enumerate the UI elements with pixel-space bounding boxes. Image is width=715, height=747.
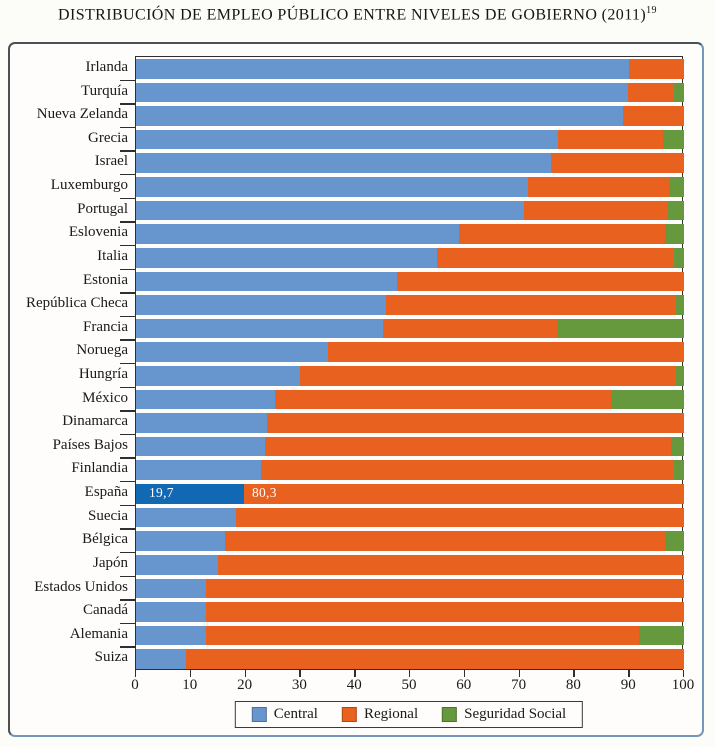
bar-segment-central	[136, 413, 267, 433]
bar-segment-central	[136, 153, 551, 173]
bar-row	[136, 579, 684, 599]
bar-segment-seguridad-social	[611, 390, 684, 410]
bar-segment-central	[136, 130, 558, 150]
bar-segment-regional	[623, 106, 684, 126]
legend-item-seguridad-social	[442, 706, 566, 723]
y-boundary-tick	[120, 434, 135, 435]
y-axis-label-pa-ses-bajos: Países Bajos	[52, 436, 128, 453]
legend-swatch-central	[252, 707, 267, 722]
y-boundary-tick	[120, 269, 135, 270]
bar-row	[136, 413, 684, 433]
bar-segment-regional	[236, 508, 684, 528]
y-axis-label-jap-n: Japón	[93, 554, 128, 571]
y-axis-label-estados-unidos: Estados Unidos	[34, 578, 128, 595]
x-tick-label: 60	[456, 677, 472, 693]
x-tick	[628, 670, 629, 677]
y-axis-label-estonia: Estonia	[83, 271, 128, 288]
bar-segment-central	[136, 460, 261, 480]
x-tick	[464, 670, 465, 677]
x-tick-label: 90	[620, 677, 636, 693]
x-tick-label: 20	[237, 677, 253, 693]
bar-row	[136, 224, 684, 244]
bar-segment-regional	[528, 177, 670, 197]
x-tick	[519, 670, 520, 677]
x-tick-label: 30	[291, 677, 307, 693]
y-boundary-tick	[120, 646, 135, 647]
legend	[235, 701, 583, 728]
y-boundary-tick	[120, 552, 135, 553]
bar-row	[136, 177, 684, 197]
legend-label-seguridad-social: Seguridad Social	[464, 706, 567, 722]
bar-segment-central	[136, 272, 397, 292]
bar-segment-seguridad-social	[639, 626, 684, 646]
bar-row	[136, 555, 684, 575]
chart-title	[0, 5, 715, 24]
bar-segment-regional	[206, 626, 638, 646]
legend-item-central	[252, 706, 318, 723]
bar-segment-central	[136, 342, 328, 362]
bar-segment-seguridad-social	[676, 366, 684, 386]
bar-segment-seguridad-social	[674, 248, 684, 268]
bar-segment-central	[136, 177, 528, 197]
bar-row	[136, 460, 684, 480]
y-boundary-tick	[120, 198, 135, 199]
data-label-regional: 80,3	[251, 485, 277, 501]
bar-row	[136, 248, 684, 268]
bar-segment-regional	[218, 555, 684, 575]
y-axis-label-israel: Israel	[94, 153, 128, 170]
y-boundary-tick	[120, 623, 135, 624]
bar-segment-seguridad-social	[670, 177, 684, 197]
x-tick	[135, 670, 136, 677]
y-axis-label-portugal: Portugal	[77, 200, 128, 217]
x-tick	[683, 670, 684, 677]
bar-row	[136, 484, 684, 504]
bar-segment-central	[136, 531, 225, 551]
bar-segment-central	[136, 295, 386, 315]
bar-segment-seguridad-social	[557, 319, 684, 339]
bar-row	[136, 106, 684, 126]
y-axis-label-m-xico: México	[82, 389, 128, 406]
y-boundary-tick	[120, 80, 135, 81]
y-boundary-tick	[120, 103, 135, 104]
bar-segment-seguridad-social	[668, 201, 684, 221]
plot-area	[135, 56, 683, 670]
y-boundary-tick	[120, 387, 135, 388]
bar-segment-central	[136, 248, 437, 268]
bar-segment-regional	[225, 531, 666, 551]
y-boundary-tick	[120, 245, 135, 246]
legend-swatch-seguridad-social	[442, 707, 457, 722]
y-boundary-tick	[120, 174, 135, 175]
bar-segment-central	[136, 508, 236, 528]
bar-segment-regional	[275, 390, 610, 410]
bar-row	[136, 342, 684, 362]
bar-segment-regional	[300, 366, 675, 386]
y-boundary-tick	[120, 599, 135, 600]
bar-segment-central	[136, 437, 265, 457]
x-tick	[190, 670, 191, 677]
y-boundary-tick	[120, 221, 135, 222]
bar-segment-central	[136, 319, 383, 339]
bar-segment-regional	[261, 460, 674, 480]
y-axis-label-irlanda: Irlanda	[85, 59, 128, 75]
y-axis-label-noruega: Noruega	[76, 342, 128, 359]
bar-segment-seguridad-social	[665, 224, 684, 244]
y-axis-label-nueva-zelanda: Nueva Zelanda	[36, 106, 128, 123]
bar-row	[136, 295, 684, 315]
y-axis-label-suecia: Suecia	[88, 507, 128, 524]
bar-segment-central	[136, 201, 524, 221]
y-boundary-tick	[120, 410, 135, 411]
bar-segment-regional	[386, 295, 676, 315]
bar-segment-central	[136, 649, 186, 669]
y-axis-label-finlandia: Finlandia	[71, 460, 128, 477]
bar-row	[136, 130, 684, 150]
legend-item-regional	[342, 706, 418, 723]
bar-row	[136, 531, 684, 551]
y-axis-label-alemania: Alemania	[69, 625, 128, 642]
bar-row	[136, 366, 684, 386]
bar-segment-central	[136, 224, 459, 244]
y-boundary-tick	[120, 528, 135, 529]
x-tick-label: 70	[511, 677, 527, 693]
bar-row	[136, 508, 684, 528]
bar-row	[136, 201, 684, 221]
y-boundary-tick	[120, 457, 135, 458]
bar-segment-regional	[628, 83, 674, 103]
y-boundary-tick	[120, 316, 135, 317]
bar-segment-regional	[437, 248, 674, 268]
bar-segment-central	[136, 390, 275, 410]
bar-segment-seguridad-social	[674, 83, 684, 103]
x-tick	[409, 670, 410, 677]
y-axis-label-dinamarca: Dinamarca	[62, 413, 128, 430]
bar-segment-regional	[397, 272, 684, 292]
bar-row	[136, 437, 684, 457]
y-axis-label-francia: Francia	[83, 318, 128, 335]
y-axis-label-hungr-a: Hungría	[78, 366, 128, 382]
y-boundary-tick	[120, 505, 135, 506]
bar-row	[136, 602, 684, 622]
bar-segment-regional	[206, 602, 684, 622]
bar-segment-regional	[524, 201, 668, 221]
bar-segment-regional	[328, 342, 684, 362]
y-boundary-tick	[120, 339, 135, 340]
y-axis-label-b-lgica: Bélgica	[82, 531, 128, 548]
title-footnote-marker: 19	[646, 5, 657, 16]
y-boundary-tick	[120, 150, 135, 151]
bar-segment-regional	[265, 437, 671, 457]
bar-segment-seguridad-social	[676, 295, 684, 315]
bar-row	[136, 59, 684, 79]
x-tick	[573, 670, 574, 677]
y-axis-label-canad-: Canadá	[83, 602, 128, 619]
legend-label-central: Central	[273, 706, 318, 722]
bar-segment-seguridad-social	[671, 437, 684, 457]
bar-segment-regional	[244, 484, 684, 504]
legend-swatch-regional	[342, 707, 357, 722]
bar-segment-regional	[383, 319, 557, 339]
y-boundary-tick	[120, 127, 135, 128]
x-tick-label: 100	[671, 677, 695, 693]
y-axis-label-suiza: Suiza	[94, 649, 128, 666]
y-boundary-tick	[120, 292, 135, 293]
bar-segment-central	[136, 602, 206, 622]
x-tick	[299, 670, 300, 677]
bar-segment-regional	[459, 224, 665, 244]
x-tick	[354, 670, 355, 677]
bar-segment-regional	[206, 579, 684, 599]
y-boundary-tick	[120, 363, 135, 364]
bar-segment-central	[136, 59, 629, 79]
bar-segment-seguridad-social	[663, 130, 684, 150]
y-axis-label-turqu-a: Turquía	[81, 82, 128, 99]
bar-row	[136, 390, 684, 410]
bar-row	[136, 319, 684, 339]
bar-segment-central	[136, 579, 206, 599]
bar-row	[136, 83, 684, 103]
bar-segment-seguridad-social	[674, 460, 684, 480]
bar-segment-central	[136, 555, 218, 575]
x-tick-label: 50	[401, 677, 417, 693]
bar-segment-seguridad-social	[665, 531, 684, 551]
bar-segment-regional	[629, 59, 684, 79]
bar-row	[136, 649, 684, 669]
x-tick-label: 40	[346, 677, 362, 693]
y-axis-label-grecia: Grecia	[88, 129, 128, 146]
bar-segment-regional	[186, 649, 684, 669]
bar-segment-regional	[267, 413, 684, 433]
bar-row	[136, 626, 684, 646]
y-boundary-tick	[120, 576, 135, 577]
bar-segment-central	[136, 626, 206, 646]
y-axis-label-espa-a: España	[84, 484, 128, 501]
bar-segment-regional	[551, 153, 684, 173]
y-boundary-tick	[120, 481, 135, 482]
bar-segment-regional	[558, 130, 663, 150]
x-tick	[245, 670, 246, 677]
x-tick-label: 80	[565, 677, 581, 693]
y-axis-label-luxemburgo: Luxemburgo	[50, 177, 128, 194]
bar-row	[136, 272, 684, 292]
y-axis-label-italia: Italia	[97, 247, 128, 264]
x-tick-label: 0	[131, 677, 139, 693]
bar-segment-central	[136, 106, 623, 126]
data-label-central: 19,7	[149, 485, 174, 501]
y-axis-label-rep-blica-checa: República Checa	[25, 295, 128, 312]
y-axis-label-eslovenia: Eslovenia	[68, 224, 128, 241]
bar-segment-central	[136, 83, 628, 103]
chart-title-text: DISTRIBUCIÓN DE EMPLEO PÚBLICO ENTRE NIVELES DE GOBIERNO (2011)	[58, 6, 647, 24]
x-tick-label: 10	[182, 677, 198, 693]
legend-label-regional: Regional	[363, 706, 419, 722]
bar-row	[136, 153, 684, 173]
bar-segment-central	[136, 366, 300, 386]
